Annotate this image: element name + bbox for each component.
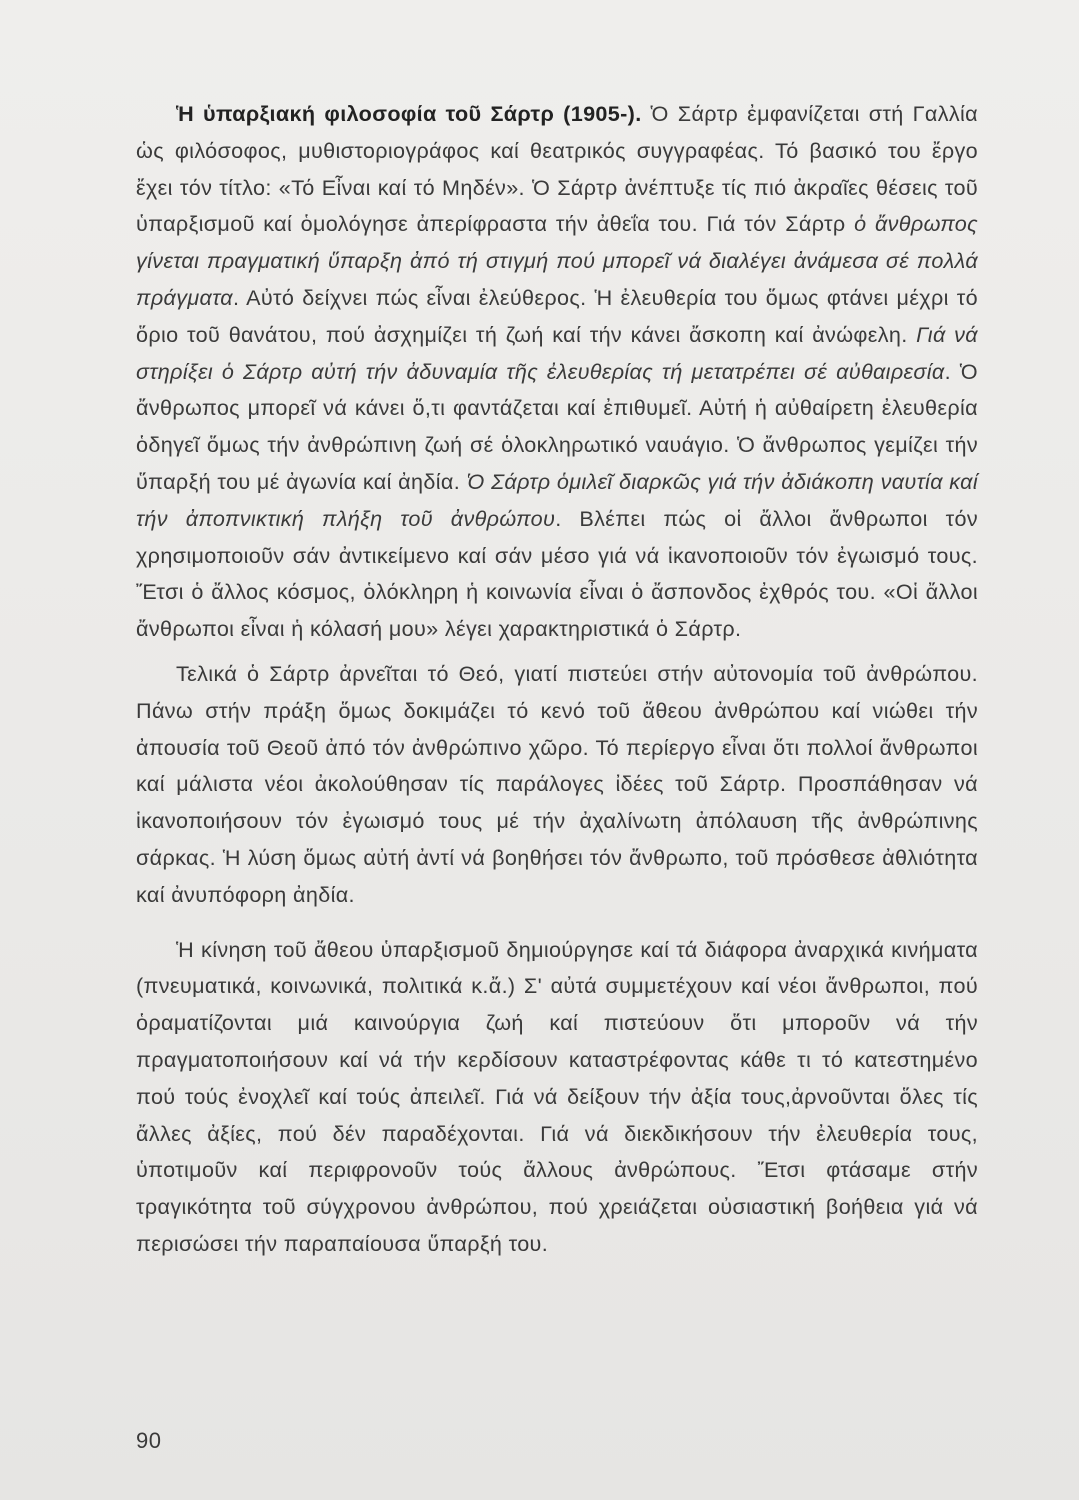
- section-heading: Ἡ ὑπαρξιακή φιλοσοφία τοῦ Σάρτρ (1905-).: [176, 101, 642, 126]
- paragraph-1: [136, 96, 978, 648]
- paragraph-1-italic-3: Ὁ Σάρτρ ὁμιλεῖ διαρκῶς γιά τήν ἀδιάκοπη ναυτία καί τήν ἀποπνικτική πλήξη τοῦ ἀνθρώπου: [136, 468, 978, 531]
- paragraph-2: Τελικά ὁ Σάρτρ ἀρνεῖται τό Θεό, γιατί πιστεύει στήν αὐτονομία τοῦ ἀνθρώπου. Πάνω στήν πράξη ὅμως δοκιμάζει τό κενό τοῦ ἄθεου ἀνθρώπου καί νιώθει τήν ἀπουσία τοῦ Θεοῦ ἀπό τόν ἀνθρώπινο χῶρο. Τό περίεργο εἶναι ὅτι πολλοί ἄνθρωποι καί μάλιστα νέοι ἀκολούθησαν τίς παράλογες ἰδέες τοῦ Σάρτρ. Προσπάθησαν νά ἱκανοποιήσουν τόν ἐγωισμό τους μέ τήν ἀχαλίνωτη ἀπόλαυση τῆς ἀνθρώπινης σάρκας. Ἡ λύση ὅμως αὐτή ἀντί νά βοηθήσει τόν ἄνθρωπο, τοῦ πρόσθεσε ἀθλιότητα καί ἀνυπόφορη ἀηδία.: [136, 660, 978, 907]
- paragraph-1-text-1: Ὁ Σάρτρ ἐμφανίζεται στή Γαλλία ὡς φιλόσοφος, μυθιστοριογράφος καί θεατρικός συγγραφέας. Τό βασικό του ἔργο ἔχει τόν τίτλο: «Τό Εἶναι καί τό Μηδέν». Ὁ Σάρτρ ἀνέπτυξε τίς πιό ἀκραῖες θέσεις τοῦ ὑπαρξισμοῦ καί ὁμολόγησε ἀπερίφραστα τήν ἀθεΐα του. Γιά τόν Σάρτρ: [136, 101, 978, 237]
- paragraph-3: Ἡ κίνηση τοῦ ἄθεου ὑπαρξισμοῦ δημιούργησε καί τά διάφορα ἀναρχικά κινήματα (πνευματικά, κοινωνικά, πολιτικά κ.ἄ.) Σ' αὐτά συμμετέχουν καί νέοι ἄνθρωποι, πού ὁραματίζονται μιά καινούργια ζωή καί πιστεύουν ὅτι μποροῦν νά τήν πραγματοποιήσουν καί νά τήν κερδίσουν καταστρέφοντας κάθε τι τό κατεστημένο πού τούς ἐνοχλεῖ καί τούς ἀπειλεῖ. Γιά νά δείξουν τήν ἀξία τους,ἀρνοῦνται ὅλες τίς ἄλλες ἀξίες, πού δέν παραδέχονται. Γιά νά διεκδικήσουν τήν ἐλευθερία τους, ὑποτιμοῦν καί περιφρονοῦν τούς ἄλλους ἀνθρώπους. Ἔτσι φτάσαμε στήν τραγικότητα τοῦ σύγχρονου ἀνθρώπου, πού χρειάζεται οὐσιαστική βοήθεια γιά νά περισώσει τήν παραπαίουσα ὕπαρξή του.: [136, 936, 978, 1256]
- paragraph-1-text-2: . Αὐτό δείχνει πώς εἶναι ἐλεύθερος. Ἡ ἐλευθερία του ὅμως φτάνει μέχρι τό ὅριο τοῦ θανάτου, πού ἀσχημίζει τή ζωή καί τήν κάνει ἄσκοπη καί ἀνώφελη.: [136, 284, 978, 347]
- page-number: 90: [136, 1428, 162, 1453]
- paragraph-1-italic-2: Γιά νά στηρίξει ὁ Σάρτρ αὐτή τήν ἀδυναμία τῆς ἐλευθερίας τή μετατρέπει σέ αὐθαιρεσία: [136, 321, 978, 384]
- page-body: [136, 96, 978, 1263]
- paragraph-1-text-3: . Ὁ ἄνθρωπος μπορεῖ νά κάνει ὅ,τι φαντάζεται καί ἐπιθυμεῖ. Αὐτή ἡ αὐθαίρετη ἐλευθερία ὁδηγεῖ ὅμως τήν ἀνθρώπινη ζωή σέ ὁλοκληρωτικό ναυάγιο. Ὁ ἄνθρωπος γεμίζει τήν ὕπαρξή του μέ ἀγωνία καί ἀηδία.: [136, 358, 978, 494]
- paragraph-1-italic-1: ὁ ἄνθρωπος γίνεται πραγματική ὕπαρξη ἀπό τή στιγμή πού μπορεῖ νά διαλέγει ἀνάμεσα σέ πολλά πράγματα: [136, 211, 978, 310]
- paragraph-1-text-4: . Βλέπει πώς οἱ ἄλλοι ἄνθρωποι τόν χρησιμοποιοῦν σάν ἀντικείμενο καί σάν μέσο γιά νά ἱκανοποιοῦν τόν ἐγωισμό τους. Ἔτσι ὁ ἄλλος κόσμος, ὁλόκληρη ἡ κοινωνία εἶναι ὁ ἄσπονδος ἐχθρός του. «Οἱ ἄλλοι ἄνθρωποι εἶναι ἡ κόλασή μου» λέγει χαρακτηριστικά ὁ Σάρτρ.: [136, 505, 978, 642]
